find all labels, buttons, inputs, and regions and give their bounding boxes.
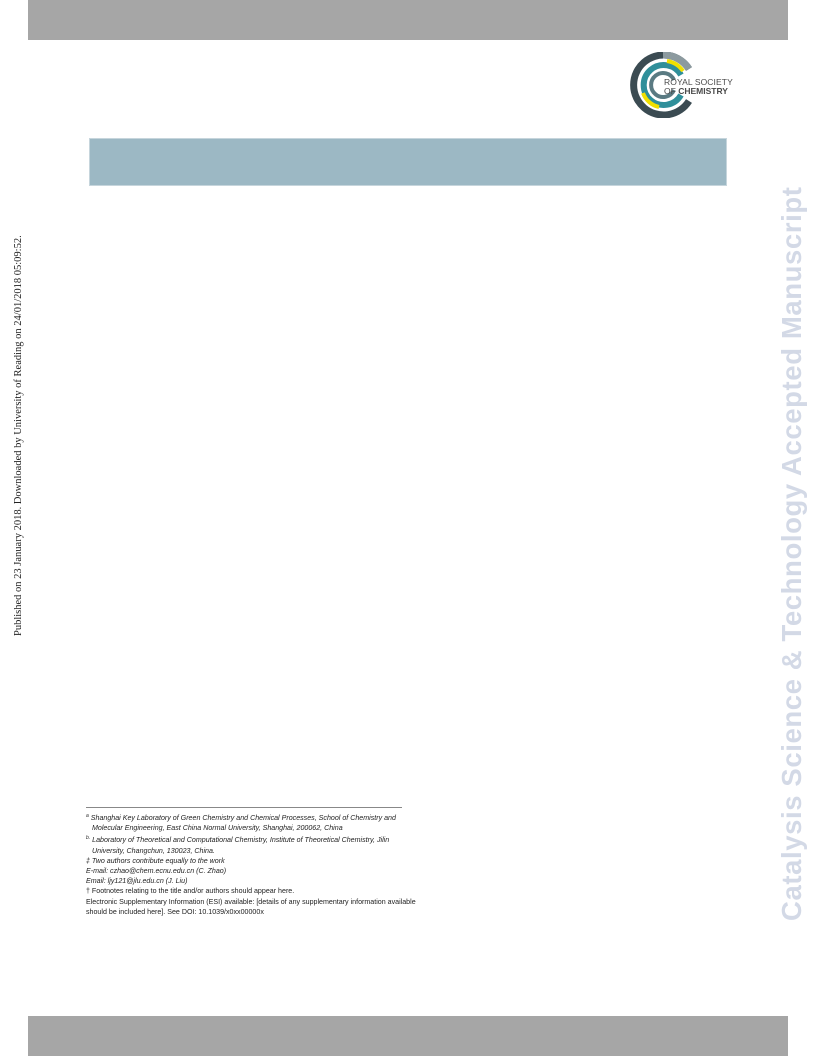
footnote-email-2: Email: ljy121@jlu.edu.cn (J. Liu): [86, 877, 188, 886]
header-bar: [28, 0, 788, 40]
footnote-b-text: Laboratory of Theoretical and Computational Chemistry, Institute of Theoretical Chemistry, Jilin University, Changchun, 130023, China.: [92, 836, 390, 855]
footnote-marker-b: b.: [86, 835, 91, 842]
logo-chemistry: CHEMISTRY: [678, 86, 728, 96]
logo-line-royal-society: ROYAL SOCIETY: [664, 77, 733, 87]
rsc-logo-text: [664, 78, 733, 96]
footnote-esi: Electronic Supplementary Information (ESI) available: [details of any supplementary information available should be included here]. See DOI: 10.1039/x0xx00000x: [86, 897, 416, 916]
footnote-email-1: E-mail: czhao@chem.ecnu.edu.cn (C. Zhao): [86, 867, 227, 876]
footnote-divider: [86, 807, 402, 808]
footnote-affiliation-a: [86, 811, 416, 833]
footnote-affiliation-b: [86, 833, 416, 855]
footnote-dagger: † Footnotes relating to the title and/or authors should appear here.: [86, 887, 295, 896]
logo-of: OF: [664, 86, 676, 96]
logo-line-chemistry: [664, 87, 733, 96]
footnote-a-text: Shanghai Key Laboratory of Green Chemistry and Chemical Processes, School of Chemistry and Molecular Engineering, East China Normal University, Shanghai, 200062, China: [90, 814, 396, 833]
accepted-manuscript-watermark: Catalysis Science & Technology Accepted Manuscript: [776, 186, 807, 921]
footnote-marker-a: a: [86, 813, 89, 819]
title-band: [89, 138, 727, 186]
footnotes: [86, 811, 416, 917]
publication-stamp: Published on 23 January 2018. Downloaded by University of Reading on 24/01/2018 05:09:52.: [13, 235, 24, 636]
footer-bar: [28, 1016, 788, 1056]
footnote-equal-contribution: ‡ Two authors contribute equally to the work: [86, 856, 225, 865]
